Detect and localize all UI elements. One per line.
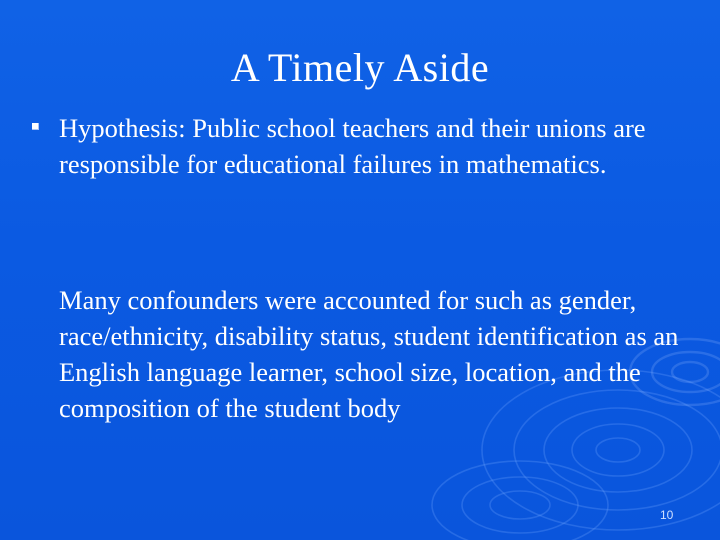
confounders-paragraph: Many confounders were accounted for such as gender, race/ethnicity, disability status, student identification as an English language learner, school size, location, and the composition of the student body <box>59 285 679 423</box>
slide-title: A Timely Aside <box>230 45 490 90</box>
square-bullet-icon <box>32 123 39 130</box>
bullet-hypothesis-text: Hypothesis: Public school teachers and their unions are responsible for educational failures in mathematics. <box>59 113 646 179</box>
slide-number: 10 <box>660 508 674 522</box>
